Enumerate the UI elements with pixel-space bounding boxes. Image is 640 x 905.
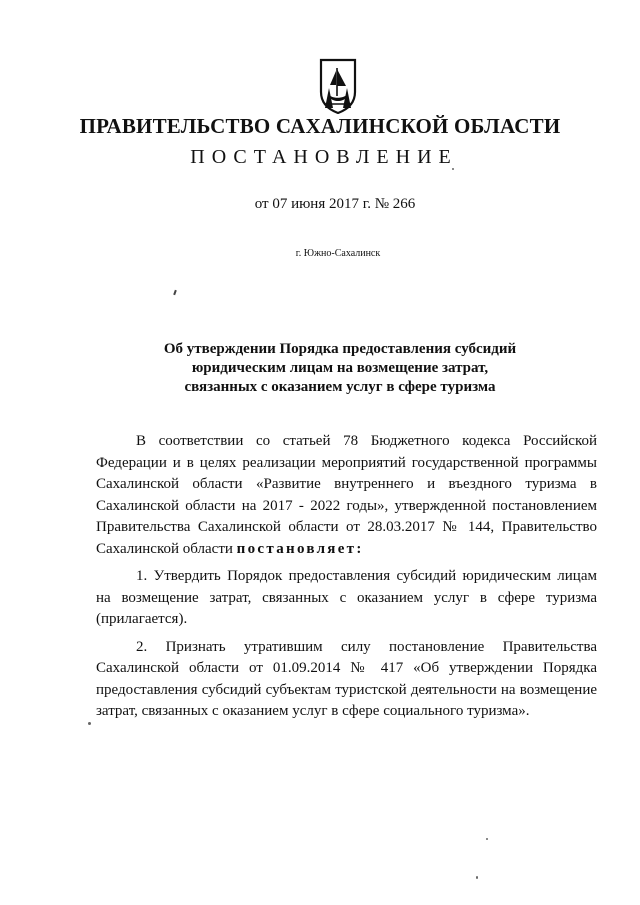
subject-line-2: юридическим лицам на возмещение затрат, — [191, 360, 489, 376]
document-type-title: ПОСТАНОВЛЕНИЕ — [190, 146, 458, 168]
scan-speck — [476, 876, 478, 879]
subject-line-3: связанных с оказанием услуг в сфере туризма — [184, 379, 496, 395]
item-2-paragraph: 2. Признать утратившим силу постановление Правительства Сахалинской области от 01.09.2014 № 417 «Об утверждении Порядка предоставления субсидий субъектам туристской деятельности на возмещение затрат, связанных с оказанием услуг в сфере социального туризма». — [96, 638, 597, 719]
item-1-paragraph: 1. Утвердить Порядок предоставления субсидий юридическим лицам на возмещение затрат, связанных с оказанием услуг в сфере туризма (прилагается). — [96, 568, 597, 627]
resolves-word: постановляет: — [236, 540, 364, 557]
sakhalin-coat-of-arms-icon — [318, 58, 358, 114]
city-name: г. Южно-Сахалинск — [295, 248, 381, 259]
scan-speck — [88, 722, 91, 725]
date-and-number: от 07 июня 2017 г. № 266 — [254, 196, 416, 212]
government-title: ПРАВИТЕЛЬСТВО САХАЛИНСКОЙ ОБЛАСТИ — [79, 114, 561, 138]
scan-mark — [173, 290, 177, 295]
scan-speck — [486, 838, 488, 840]
document-body — [96, 431, 597, 723]
subject-line-1: Об утверждении Порядка предоставления субсидий — [163, 341, 517, 357]
document-subject — [120, 340, 560, 397]
preamble-text: В соответствии со статьей 78 Бюджетного кодекса Российской Федерации и в целях реализации мероприятий государственной программы Сахалинской области «Развитие внутреннего и въездного туризма в Сахалинской области на 2017 - 2022 годы», утвержденной постановлением Правительства Сахалинской области от 28.03.2017 № 144, Правительство Сахалинской области — [96, 433, 597, 557]
scan-speck — [452, 168, 454, 170]
preamble-paragraph — [96, 431, 597, 560]
